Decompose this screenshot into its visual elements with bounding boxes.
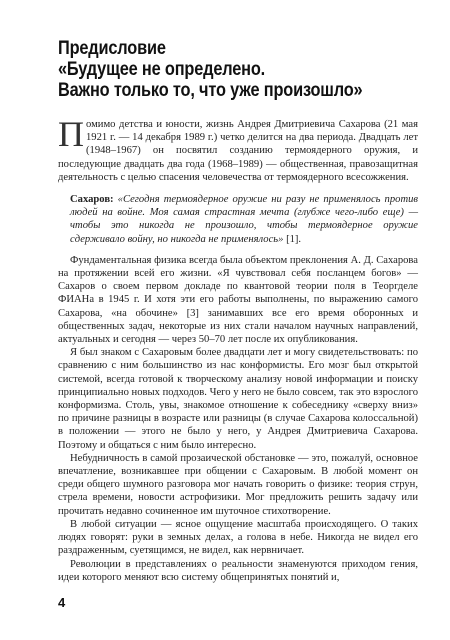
chapter-body — [58, 114, 418, 584]
chapter-title — [58, 38, 368, 101]
body-paragraph: Я был знаком с Сахаровым более двадцати лет и могу свидетельствовать: по сравнению с ним большинство из нас конформисты. Его мозг был открытой системой, всегда готовой к творческому анализу новой информации и поиску принципиально новых подходов. Чего у него не было совсем, так это взрослого конформизма. Столь, увы, знакомое отношение к собеседнику «сверху вниз» по причине разницы в возрасте или разницы (в случае Сахарова колоссальной) в положении — этого не было у него, у Андрея Дмитриевича Сахарова. Поэтому и общаться с ним было интересно. — [58, 347, 418, 451]
body-paragraph: Революции в представлениях о реальности знаменуются приходом гения, идеи которого меняют всю систему общепринятых понятий и, — [58, 558, 418, 583]
chapter-title-line-2: «Будущее не определено. — [58, 59, 266, 80]
chapter-title-line-1: Предисловие — [58, 38, 166, 59]
quote-reference: [1]. — [283, 233, 302, 245]
body-paragraph: Небудничность в самой прозаической обстановке — это, пожалуй, основное впечатление, возникавшее при общении с Сахаровым. В любой момент он среди общего шумного разговора мог начать говорить о физике: теория струн, стрела времени, новости астрофизики. Мог предложить решить задачу или прочитать недавно сочиненное им шуточное стихотворение. — [58, 452, 418, 517]
sakharov-quote — [58, 193, 418, 246]
body-paragraph: В любой ситуации — ясное ощущение масштаба происходящего. О таких людях говорят: руки в земных делах, а голова в небе. Никогда не видел его раздраженным, суетящимся, не видел, как нервничает. — [58, 518, 418, 557]
intro-paragraph — [58, 114, 418, 184]
quote-text: «Сегодня термоядерное оружие ни разу не применялось против людей на войне. Моя самая страстная мечта (глубже чего-либо еще) — чтобы это никогда не произошло, чтобы термоядерное оружие сдерживало войну, но никогда не применялось» — [70, 194, 418, 245]
drop-cap: П — [58, 114, 84, 154]
body-paragraph: Фундаментальная физика всегда была объектом преклонения А. Д. Сахарова на протяжении всей его жизни. «Я чувствовал себя посланцем богов» — Сахаров о своем первом докладе по квантовой теории поля в Теоргделе ФИАНа в 1945 г. И хотя эти его работы выполнены, по выражению самого Сахарова, «на обочине» [3] занимавших все его время оборонных и общественных задач, некоторые из них стали началом научных направлений, актуальных и сегодня — через 50–70 лет после их опубликования. — [58, 254, 418, 346]
intro-text: омимо детства и юности, жизнь Андрея Дмитриевича Сахарова (21 мая 1921 г. — 14 декабря 1989 г.) четко делится на два периода. Двадцать лет (1948–1967) он посвятил созданию термоядерного оружия, и последующие двадцать два года (1968–1989) — общественная, правозащитная деятельность с целью спасения человечества от термоядерного всесожжения. — [58, 119, 418, 183]
chapter-title-line-3: Важно только то, что уже произошло» — [58, 80, 363, 101]
page-number: 4 — [58, 595, 66, 610]
quote-paragraph — [70, 193, 418, 246]
quote-speaker: Сахаров: — [70, 194, 114, 206]
